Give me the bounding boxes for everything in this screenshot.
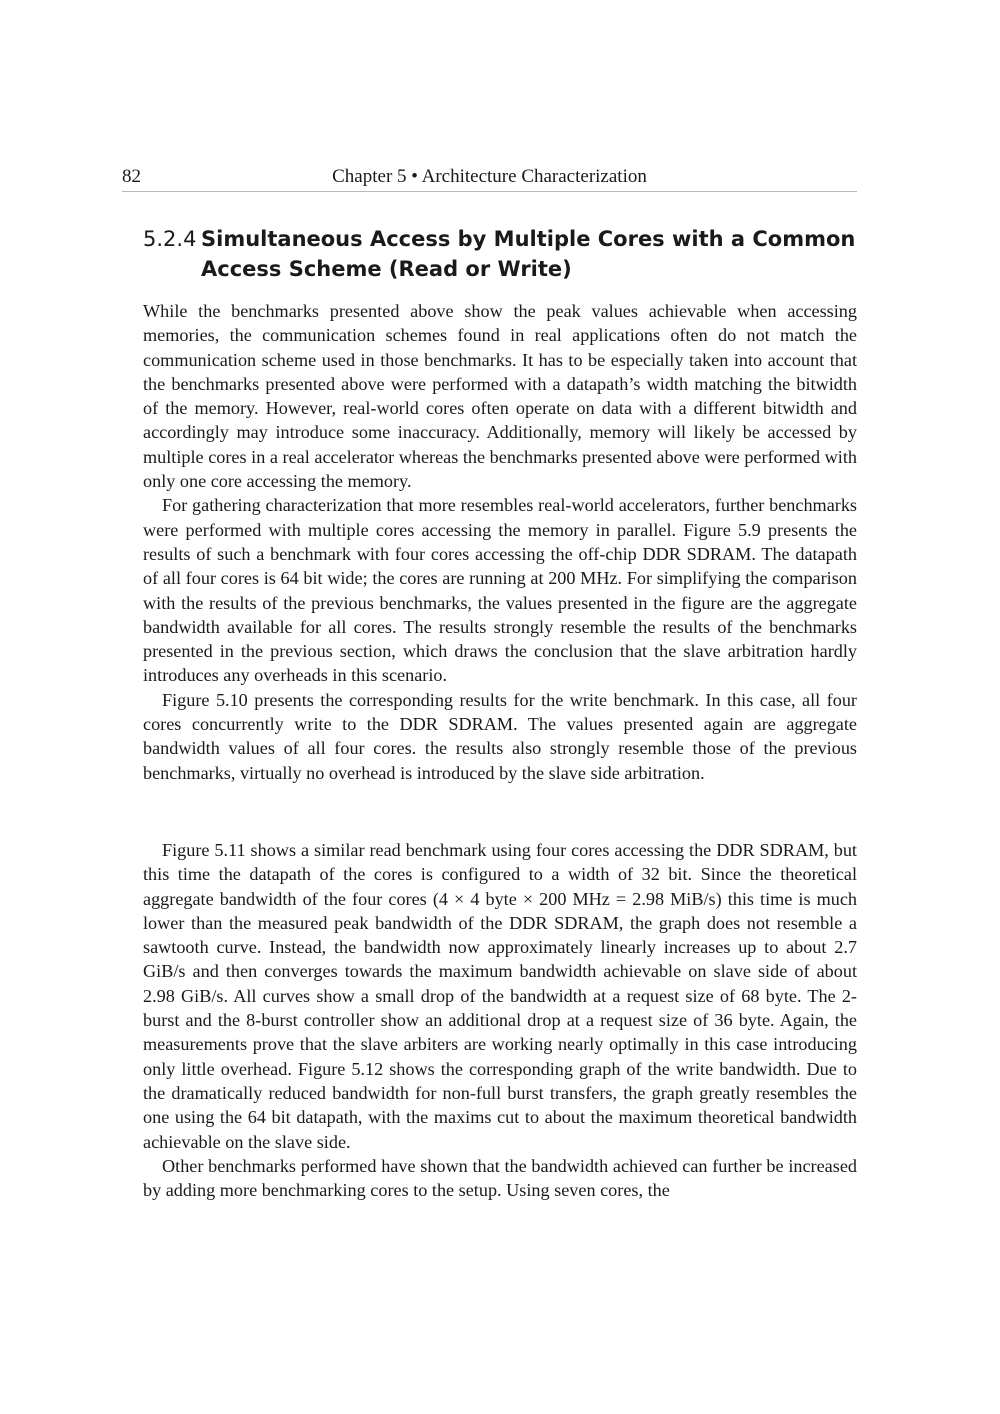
- paragraph-4: Figure 5.11 shows a similar read benchmark using four cores accessing the DDR SDRAM, but this time the datapath of the cores is configured to a width of 32 bit. Since the theoretical aggregate bandwidth of the four cores (4 × 4 byte × 200 MHz = 2.98 MiB/s) this time is much lower than the measured peak bandwidth of the DDR SDRAM, the graph does not resemble a sawtooth curve. Instead, the bandwidth now approximately linearly increases up to about 2.7 GiB/s and then converges towards the maximum bandwidth achievable on slave side of about 2.98 GiB/s. All curves show a small drop of the bandwidth at a request size of 68 byte. The 2-burst and the 8-burst controller show an additional drop at a request size of 36 byte. Again, the measurements prove that the slave arbiters are working nearly optimally in this case introducing only little overhead. Figure 5.12 shows the corresponding graph of the write bandwidth. Due to the dramatically reduced bandwidth for non-full burst transfers, the graph greatly resembles the one using the 64 bit datapath, with the maxims cut to about the maximum theoretical bandwidth achievable on the slave side.: [143, 840, 857, 1152]
- section-number: 5.2.4: [143, 227, 197, 251]
- page-number: 82: [122, 166, 141, 187]
- paragraph-3: Figure 5.10 presents the corresponding results for the write benchmark. In this case, all four cores concurrently write to the DDR SDRAM. The values presented again are aggregate bandwidth values of all four cores. the results also strongly resemble those of the previous benchmarks, virtually no overhead is introduced by the slave side arbitration.: [143, 689, 857, 783]
- section-heading: [143, 224, 863, 284]
- body-text-block-2: [143, 838, 857, 1202]
- paragraph-1: While the benchmarks presented above show the peak values achievable when accessing memories, the communication schemes found in real applications often do not match the communication scheme used in those benchmarks. It has to be especially taken into account that the benchmarks presented above were performed with a datapath’s width matching the bitwidth of the memory. However, real-world cores often operate on data with a different bitwidth and accordingly may introduce some inaccuracy. Additionally, memory will likely be accessed by multiple cores in a real accelerator whereas the benchmarks presented above were performed with only one core accessing the memory.: [143, 301, 857, 492]
- running-header: [122, 164, 857, 192]
- body-text-block-1: [143, 299, 857, 785]
- paragraph-2: For gathering characterization that more resembles real-world accelerators, further benchmarks were performed with multiple cores accessing the memory in parallel. Figure 5.9 presents the results of such a benchmark with four cores accessing the off-chip DDR SDRAM. The datapath of all four cores is 64 bit wide; the cores are running at 200 MHz. For simplifying the comparison with the results of the previous benchmarks, the values presented in the figure are the aggregate bandwidth available for all cores. The results strongly resemble the results of the benchmarks presented in the previous section, which draws the conclusion that the slave arbitration hardly introduces any overheads in this scenario.: [143, 495, 857, 686]
- running-title: Chapter 5 • Architecture Characterization: [332, 166, 647, 187]
- section-title: Simultaneous Access by Multiple Cores with a Common Access Scheme (Read or Write): [201, 227, 856, 281]
- paragraph-5: Other benchmarks performed have shown that the bandwidth achieved can further be increased by adding more benchmarking cores to the setup. Using seven cores, the: [143, 1155, 857, 1201]
